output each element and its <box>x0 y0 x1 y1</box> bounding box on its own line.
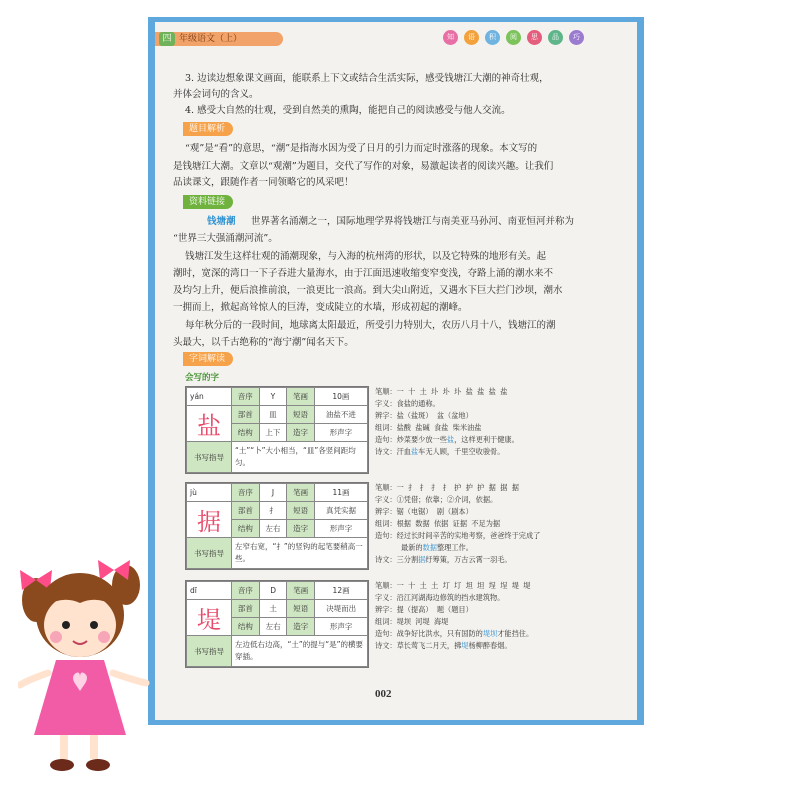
card-phrase: 油盐不进 <box>314 406 367 424</box>
card-structure: 上下 <box>259 424 287 442</box>
header-badge-icon: 知 <box>443 30 458 45</box>
label-guide: 书写指导 <box>187 636 232 667</box>
note-poem: 诗文：草长莺飞二月天，拂堤杨柳醉春烟。 <box>375 641 512 650</box>
page-number: 002 <box>375 688 392 700</box>
header-badge-icon: 思 <box>527 30 542 45</box>
label-guide: 书写指导 <box>187 538 232 569</box>
note-stroke-order: 笔顺：一 十 土 圤 圤 圤 盐 盐 盐 盐 <box>375 387 508 396</box>
card-phrase: 决堤而出 <box>315 600 368 618</box>
card-structure: 左右 <box>259 618 287 636</box>
label-order: 音序 <box>232 582 260 600</box>
header-badge-icon: 积 <box>485 30 500 45</box>
card-pinyin: dī <box>187 582 232 600</box>
resource-p2-line3: 及均匀上升，便后浪推前浪，一浪更比一浪高。到大尖山附近，又遇水下巨大拦门沙坝，潮水 <box>173 285 563 296</box>
note-sentence: 造句：经过长时间辛苦的实地考察，爸爸终于完成了 <box>375 531 541 540</box>
card-formation: 形声字 <box>315 618 368 636</box>
card-pinyin: jù <box>187 484 232 502</box>
card-formation: 形声字 <box>314 520 367 538</box>
label-guide: 书写指导 <box>187 442 232 473</box>
char-notes-di <box>375 580 625 652</box>
header-badge-icon: 品 <box>548 30 563 45</box>
card-guide: 左边低右边高，“土”的提与“是”的横要穿插。 <box>232 636 368 667</box>
card-phrase: 真凭实据 <box>314 502 367 520</box>
goal-4: 4. 感受大自然的壮观，受到自然美的熏陶，能把自己的阅读感受与他人交流。 <box>185 105 511 116</box>
note-words: 组词：根据 数据 依据 证据 不足为据 <box>375 519 501 528</box>
note-poem: 诗文：三分割据纡筹策，万古云霄一羽毛。 <box>375 555 512 564</box>
header-badge-icon: 阅 <box>506 30 521 45</box>
card-pinyin: yán <box>187 388 232 406</box>
label-formation: 造字 <box>287 618 315 636</box>
goal-3-line2: 并体会词句的含义。 <box>173 89 259 100</box>
note-distinguish: 辨字：锯（电锯） 剧（剧本） <box>375 507 473 516</box>
header-badge-icon: 语 <box>464 30 479 45</box>
label-structure: 结构 <box>232 618 260 636</box>
note-poem: 诗文：汗血盐车无人顾，千里空收骏骨。 <box>375 447 505 456</box>
resource-p3-line2: 头最大，以千古绝称的“海宁潮”闻名天下。 <box>173 337 354 348</box>
card-order: D <box>259 582 287 600</box>
card-radical: 扌 <box>259 502 287 520</box>
cartoon-girl-illustration <box>18 545 158 780</box>
book-page <box>155 22 637 720</box>
words-subhead: 会写的字 <box>185 373 220 383</box>
label-formation: 造字 <box>287 520 315 538</box>
words-tag: 字词解读 <box>183 352 233 366</box>
resource-p2-line2: 潮时，宽深的湾口一下子吞进大量海水，由于江面迅速收缩变窄变浅，夺路上涌的潮水来不 <box>173 268 554 279</box>
label-strokes: 笔画 <box>287 484 315 502</box>
card-char: 盐 <box>187 406 232 442</box>
card-strokes: 11画 <box>314 484 367 502</box>
note-sentence: 造句：战争好比洪水，只有国防的堤坝才能挡住。 <box>375 629 534 638</box>
resource-tag: 资料链接 <box>183 195 233 209</box>
analysis-tag: 题目解析 <box>183 122 233 136</box>
resource-p3-line1: 每年秋分后的一段时间，地球离太阳最近，所受引力特别大，农历八月十八，钱塘江的潮 <box>185 320 556 331</box>
label-phrase: 短语 <box>287 600 315 618</box>
card-radical: 皿 <box>259 406 287 424</box>
note-stroke-order: 笔顺：一 扌 扌 扌 扌 护 护 护 据 据 据 <box>375 483 519 492</box>
label-strokes: 笔画 <box>287 582 315 600</box>
analysis-line2: 是钱塘江大潮。文章以“观潮”为题目，交代了写作的对象，易激起读者的阅读兴趣。让我们 <box>173 161 554 172</box>
goal-3-line1: 3. 边读边想象课文画面，能联系上下文或结合生活实际，感受钱塘江大潮的神奇壮观， <box>185 73 549 84</box>
label-strokes: 笔画 <box>287 388 315 406</box>
label-formation: 造字 <box>287 424 315 442</box>
note-distinguish: 辨字：盐（盐斑） 盆（盆地） <box>375 411 473 420</box>
card-radical: 土 <box>259 600 287 618</box>
analysis-line3: 品读课文，跟随作者一同领略它的风采吧！ <box>173 177 354 188</box>
note-distinguish: 辨字：提（提高） 题（题目） <box>375 605 473 614</box>
note-words: 组词：堤坝 河堤 海堤 <box>375 617 449 626</box>
note-stroke-order: 笔顺：一 十 土 土 圢 圢 坦 坦 埕 埕 堤 堤 <box>375 581 531 590</box>
note-sentence: 造句：炒菜要少放一些盐，这样更利于健康。 <box>375 435 519 444</box>
header-title: 年级语文（上） <box>179 34 243 44</box>
resource-term: 钱塘潮 <box>207 216 236 227</box>
resource-p2-line4: 一拥而上，掀起高耸惊人的巨涛，变成陡立的水墙，形成初起的潮峰。 <box>173 302 468 313</box>
note-sentence-cont: 最新的数据整理工作。 <box>401 543 473 552</box>
card-strokes: 12画 <box>315 582 368 600</box>
note-words: 组词：盐酸 盐碱 食盐 柴米油盐 <box>375 423 482 432</box>
card-structure: 左右 <box>259 520 287 538</box>
card-char: 堤 <box>187 600 232 636</box>
card-guide: 左窄右宽，“扌”的竖钩的起笔要稍高一些。 <box>232 538 368 569</box>
card-order: Y <box>259 388 287 406</box>
label-phrase: 短语 <box>287 502 315 520</box>
header-icons <box>443 30 584 45</box>
label-structure: 结构 <box>232 424 260 442</box>
card-guide: “土”“卜”大小相当，“皿”各竖间距均匀。 <box>232 442 368 473</box>
card-order: J <box>259 484 287 502</box>
char-card-yan <box>185 386 369 474</box>
label-radical: 部首 <box>232 406 260 424</box>
char-notes-ju <box>375 482 625 566</box>
char-card-di <box>185 580 369 668</box>
card-strokes: 10画 <box>314 388 367 406</box>
card-char: 据 <box>187 502 232 538</box>
char-notes-yan <box>375 386 625 458</box>
label-order: 音序 <box>232 484 260 502</box>
label-radical: 部首 <box>232 600 260 618</box>
label-radical: 部首 <box>232 502 260 520</box>
resource-p1-line1: 世界著名涌潮之一，国际地理学界将钱塘江与南美亚马孙河、南亚恒河并称为 <box>251 216 575 227</box>
card-formation: 形声字 <box>314 424 367 442</box>
note-meaning: 字义：沿江河湖海边修筑的挡水建筑物。 <box>375 593 505 602</box>
grade-badge: 四 <box>159 32 175 46</box>
label-structure: 结构 <box>232 520 260 538</box>
char-card-ju <box>185 482 369 570</box>
analysis-line1: “观”是“看”的意思，“潮”是指海水因为受了日月的引力而定时涨落的现象。本文写的 <box>185 143 538 154</box>
resource-p2-line1: 钱塘江发生这样壮观的涌潮现象，与入海的杭州湾的形状，以及它特殊的地形有关。起 <box>185 251 547 262</box>
resource-p1-line2: “世界三大强涌潮河流”。 <box>173 233 278 244</box>
note-meaning: 字义：①凭借；依靠；②介词，依据。 <box>375 495 498 504</box>
label-order: 音序 <box>232 388 260 406</box>
header-badge-icon: 巧 <box>569 30 584 45</box>
note-meaning: 字义：食盐的通称。 <box>375 399 440 408</box>
label-phrase: 短语 <box>287 406 315 424</box>
